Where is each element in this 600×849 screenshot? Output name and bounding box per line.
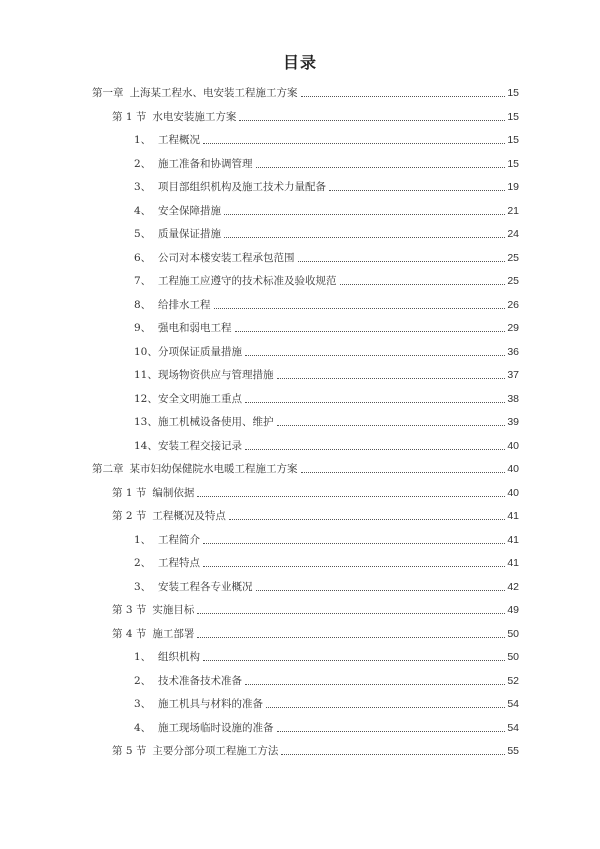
toc-entry[interactable]	[134, 178, 519, 194]
toc-entry-page-number: 54	[507, 721, 519, 734]
toc-entry-page-number: 26	[507, 298, 519, 311]
toc-entry-number: 3、	[134, 698, 152, 710]
toc-entry-page-number: 40	[507, 486, 519, 499]
toc-entry-title: 工程简介	[158, 533, 200, 546]
toc-entry-title: 组织机构	[158, 651, 200, 663]
toc-entry[interactable]	[134, 554, 519, 570]
toc-entry-number: 第二章	[92, 463, 124, 475]
toc-entry-title: 工程特点	[158, 557, 200, 569]
toc-dot-leader	[239, 119, 505, 121]
toc-entry-page-number: 36	[507, 345, 519, 358]
toc-entry-page-number: 25	[507, 251, 519, 264]
toc-entry-title: 安装工程各专业概况	[158, 580, 253, 593]
toc-entry[interactable]	[134, 648, 519, 664]
toc-entry-page-number: 15	[507, 110, 519, 123]
toc-entry[interactable]	[134, 413, 519, 429]
toc-entry-number: 1、	[134, 651, 152, 663]
toc-entry-page-number: 54	[507, 698, 519, 710]
toc-entry-number: 10、	[134, 345, 158, 358]
toc-dot-leader	[329, 189, 505, 191]
toc-entry-page-number: 41	[507, 533, 519, 546]
toc-entry-number: 9、	[134, 322, 152, 334]
toc-dot-leader	[197, 495, 505, 497]
toc-entry-title: 工程概况及特点	[152, 510, 226, 522]
toc-dot-leader	[203, 565, 505, 567]
toc-entry-title: 某市妇幼保健院水电暖工程施工方案	[129, 463, 298, 475]
toc-entry-title: 主要分部分项工程施工方法	[152, 745, 279, 757]
toc-dot-leader	[229, 518, 505, 520]
toc-entry[interactable]	[112, 108, 519, 124]
toc-entry[interactable]	[134, 225, 519, 241]
toc-entry-title: 项目部组织机构及施工技术力量配备	[158, 181, 326, 193]
toc-entry-number: 6、	[134, 251, 152, 264]
toc-entry-page-number: 49	[507, 604, 519, 616]
toc-entry[interactable]	[134, 578, 519, 594]
toc-entry[interactable]	[134, 296, 519, 312]
toc-entry-title: 施工部署	[152, 627, 195, 640]
toc-dot-leader	[203, 542, 505, 544]
toc-entry-number: 2、	[134, 674, 152, 687]
toc-entry-page-number: 25	[507, 275, 519, 287]
toc-entry-page-number: 41	[507, 557, 519, 569]
toc-dot-leader	[203, 142, 505, 144]
toc-entry-title: 水电安装施工方案	[152, 110, 237, 123]
toc-entry-page-number: 15	[507, 134, 519, 146]
toc-entry-number: 第一章	[92, 87, 124, 99]
toc-entry-number: 第 4 节	[112, 627, 147, 640]
toc-entry-number: 8、	[134, 298, 152, 311]
toc-entry-number: 2、	[134, 557, 152, 569]
toc-dot-leader	[245, 448, 505, 450]
toc-entry-number: 2、	[134, 157, 152, 170]
toc-entry-page-number: 50	[507, 627, 519, 640]
toc-entry-number: 7、	[134, 275, 152, 287]
toc-dot-leader	[235, 330, 506, 332]
toc-entry-page-number: 40	[507, 439, 519, 452]
toc-entry[interactable]	[134, 695, 519, 711]
toc-entry-page-number: 42	[507, 580, 519, 593]
toc-entry-page-number: 38	[507, 392, 519, 405]
toc-entry[interactable]	[134, 131, 519, 147]
toc-entry[interactable]	[134, 531, 519, 547]
toc-entry-page-number: 15	[507, 87, 519, 99]
toc-entry-number: 第 3 节	[112, 604, 147, 616]
toc-entry[interactable]	[134, 155, 519, 171]
toc-entry-title: 安全保障措施	[158, 204, 221, 217]
toc-entry[interactable]	[112, 742, 519, 758]
toc-entry[interactable]	[134, 437, 519, 453]
toc-entry-page-number: 41	[507, 510, 519, 522]
toc-entry-page-number: 55	[507, 745, 519, 757]
toc-entry-title: 编制依据	[152, 486, 195, 499]
toc-entry-title: 施工机械设备使用、维护	[158, 416, 274, 428]
toc-dot-leader	[224, 213, 505, 215]
toc-entry-number: 4、	[134, 204, 152, 217]
toc-entry[interactable]	[134, 272, 519, 288]
toc-dot-leader	[277, 424, 506, 426]
toc-entry[interactable]	[134, 719, 519, 735]
toc-entry-title: 施工准备和协调管理	[158, 157, 253, 170]
toc-entry-title: 分项保证质量措施	[158, 345, 242, 358]
toc-entry-number: 第 1 节	[112, 486, 147, 499]
toc-entry-title: 上海某工程水、电安装工程施工方案	[129, 87, 298, 99]
toc-dot-leader	[277, 730, 506, 732]
toc-entry-number: 1、	[134, 533, 152, 546]
toc-entry-title: 安全文明施工重点	[158, 392, 242, 405]
toc-dot-leader	[197, 612, 505, 614]
toc-entry-page-number: 21	[507, 204, 519, 217]
toc-entry[interactable]	[134, 319, 519, 335]
toc-dot-leader	[245, 354, 505, 356]
toc-entry-page-number: 37	[507, 369, 519, 381]
toc-entry-title: 现场物资供应与管理措施	[158, 369, 274, 381]
toc-entry-number: 第 2 节	[112, 510, 147, 522]
toc-entry-page-number: 40	[507, 463, 519, 475]
toc-entry[interactable]	[112, 507, 519, 523]
toc-entry-page-number: 29	[507, 322, 519, 334]
toc-entry-number: 11、	[134, 369, 158, 381]
toc-entry-number: 13、	[134, 416, 158, 428]
toc-entry[interactable]	[134, 366, 519, 382]
toc-entry-number: 14、	[134, 439, 158, 452]
toc-entry[interactable]	[112, 625, 519, 641]
toc-entry-number: 1、	[134, 134, 152, 146]
toc-entry-title: 技术准备技术准备	[158, 674, 242, 687]
toc-dot-leader	[340, 283, 506, 285]
toc-entry-title: 给排水工程	[158, 298, 211, 311]
toc-entry-page-number: 50	[507, 651, 519, 663]
toc-entry-number: 第 5 节	[112, 745, 147, 757]
toc-entry-title: 施工机具与材料的准备	[158, 698, 263, 710]
toc-entry-title: 实施目标	[152, 604, 195, 616]
toc-entry-number: 12、	[134, 392, 158, 405]
toc-entry-title: 强电和弱电工程	[158, 322, 232, 334]
toc-entry[interactable]	[92, 460, 519, 476]
toc-entry-page-number: 19	[507, 181, 519, 193]
toc-dot-leader	[245, 683, 505, 685]
toc-entry[interactable]	[134, 202, 519, 218]
toc-dot-leader	[224, 236, 505, 238]
toc-entry-title: 施工现场临时设施的准备	[158, 721, 274, 734]
toc-entry[interactable]	[134, 672, 519, 688]
toc-dot-leader	[298, 260, 506, 262]
toc-entry-number: 4、	[134, 721, 152, 734]
toc-dot-leader	[256, 589, 506, 591]
toc-entry-title: 安装工程交接记录	[158, 439, 242, 452]
toc-entry-page-number: 15	[507, 157, 519, 170]
toc-entry-page-number: 39	[507, 416, 519, 428]
toc-dot-leader	[256, 166, 506, 168]
toc-entry-page-number: 24	[507, 228, 519, 240]
toc-entry[interactable]	[92, 84, 519, 100]
toc-dot-leader	[245, 401, 505, 403]
toc-dot-leader	[301, 471, 506, 473]
toc-dot-leader	[277, 377, 506, 379]
toc-dot-leader	[266, 706, 505, 708]
toc-dot-leader	[203, 659, 505, 661]
toc-entry-number: 第 1 节	[112, 110, 147, 123]
toc-entry-number: 5、	[134, 228, 152, 240]
toc-dot-leader	[214, 307, 506, 309]
toc-dot-leader	[197, 636, 505, 638]
toc-dot-leader	[281, 753, 505, 755]
toc-entry[interactable]	[134, 343, 519, 359]
page-title: 目录	[282, 53, 317, 72]
toc-entry-number: 3、	[134, 181, 152, 193]
toc-entry-title: 公司对本楼安装工程承包范围	[158, 251, 295, 264]
toc-entry[interactable]	[112, 601, 519, 617]
toc-entry-number: 3、	[134, 580, 152, 593]
toc-entry-page-number: 52	[507, 674, 519, 687]
toc-entry[interactable]	[134, 249, 519, 265]
toc-entry-title: 工程概况	[158, 134, 200, 146]
toc-entry-title: 质量保证措施	[158, 228, 221, 240]
toc-entry[interactable]	[112, 484, 519, 500]
toc-entry-title: 工程施工应遵守的技术标准及验收规范	[158, 275, 337, 287]
toc-dot-leader	[301, 95, 506, 97]
toc-entry[interactable]	[134, 390, 519, 406]
